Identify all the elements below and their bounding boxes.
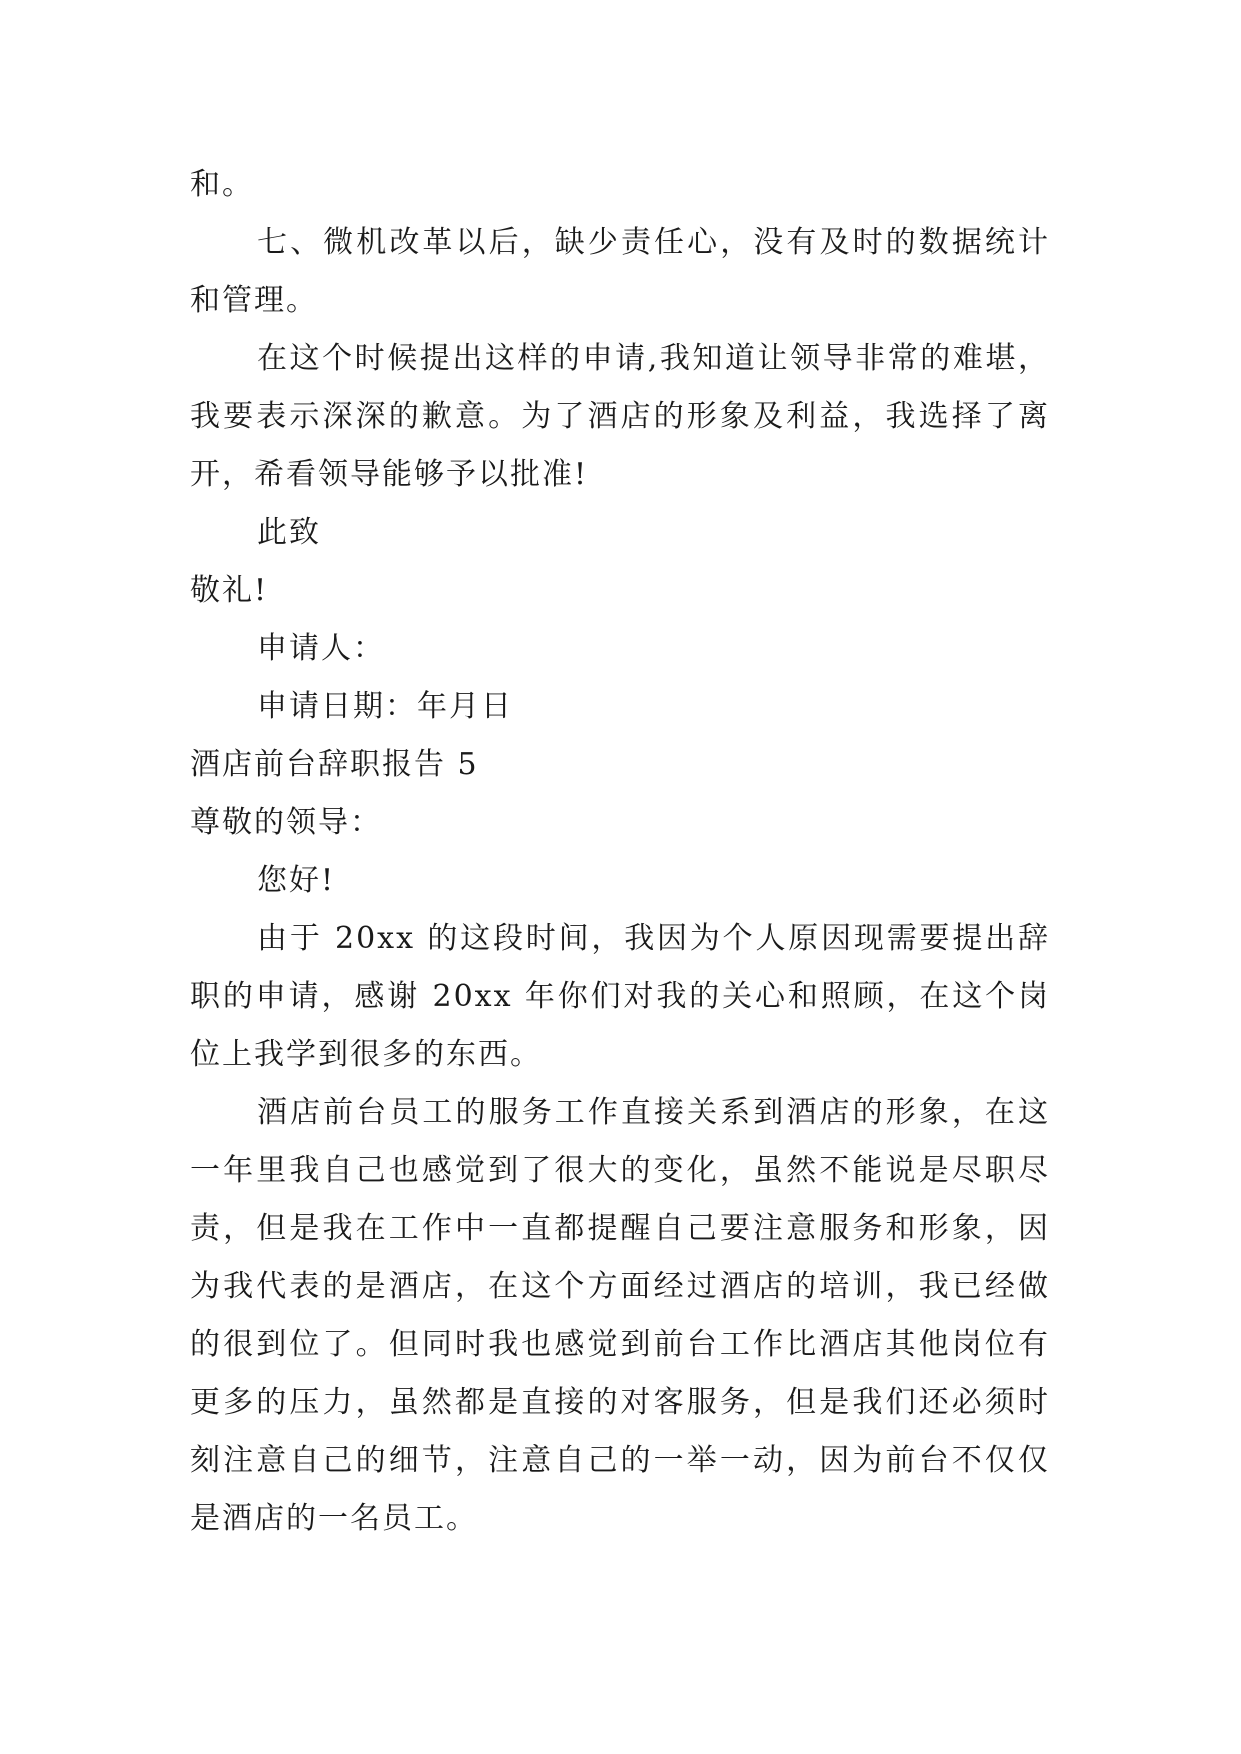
text-line: 更多的压力，虽然都是直接的对客服务，但是我们还必须时 <box>190 1385 1050 1420</box>
text-line: 为我代表的是酒店，在这个方面经过酒店的培训，我已经做 <box>190 1269 1050 1304</box>
section-title: 酒店前台辞职报告 5 <box>190 747 479 782</box>
text-line: 刻注意自己的细节，注意自己的一举一动，因为前台不仅仅 <box>190 1443 1050 1478</box>
document-body <box>190 156 1050 1548</box>
text-line: 酒店前台员工的服务工作直接关系到酒店的形象，在这 <box>257 1095 1050 1130</box>
text-line: 一年里我自己也感觉到了很大的变化，虽然不能说是尽职尽 <box>190 1153 1050 1188</box>
text-line: 在这个时候提出这样的申请,我知道让领导非常的难堪， <box>257 341 1050 376</box>
text-line: 责，但是我在工作中一直都提醒自己要注意服务和形象，因 <box>190 1211 1050 1246</box>
text-line: 和。 <box>190 167 254 202</box>
text-line: 申请人： <box>257 631 385 666</box>
text-line: 位上我学到很多的东西。 <box>190 1037 542 1072</box>
text-line: 七、微机改革以后，缺少责任心，没有及时的数据统计 <box>257 225 1050 260</box>
text-line: 的很到位了。但同时我也感觉到前台工作比酒店其他岗位有 <box>190 1327 1050 1362</box>
text-line: 是酒店的一名员工。 <box>190 1501 478 1536</box>
text-line: 我要表示深深的歉意。为了酒店的形象及利益，我选择了离 <box>190 399 1050 434</box>
text-line: 开，希看领导能够予以批准! <box>190 457 589 492</box>
text-line: 申请日期：年月日 <box>257 689 513 724</box>
greeting: 您好! <box>257 863 336 898</box>
text-line: 敬礼! <box>190 573 269 608</box>
salutation: 尊敬的领导： <box>190 805 382 840</box>
text-line: 由于 20xx 的这段时间，我因为个人原因现需要提出辞 <box>257 921 1050 956</box>
text-line: 职的申请，感谢 20xx 年你们对我的关心和照顾，在这个岗 <box>190 979 1050 1014</box>
text-line: 此致 <box>257 515 321 550</box>
text-line: 和管理。 <box>190 283 318 318</box>
